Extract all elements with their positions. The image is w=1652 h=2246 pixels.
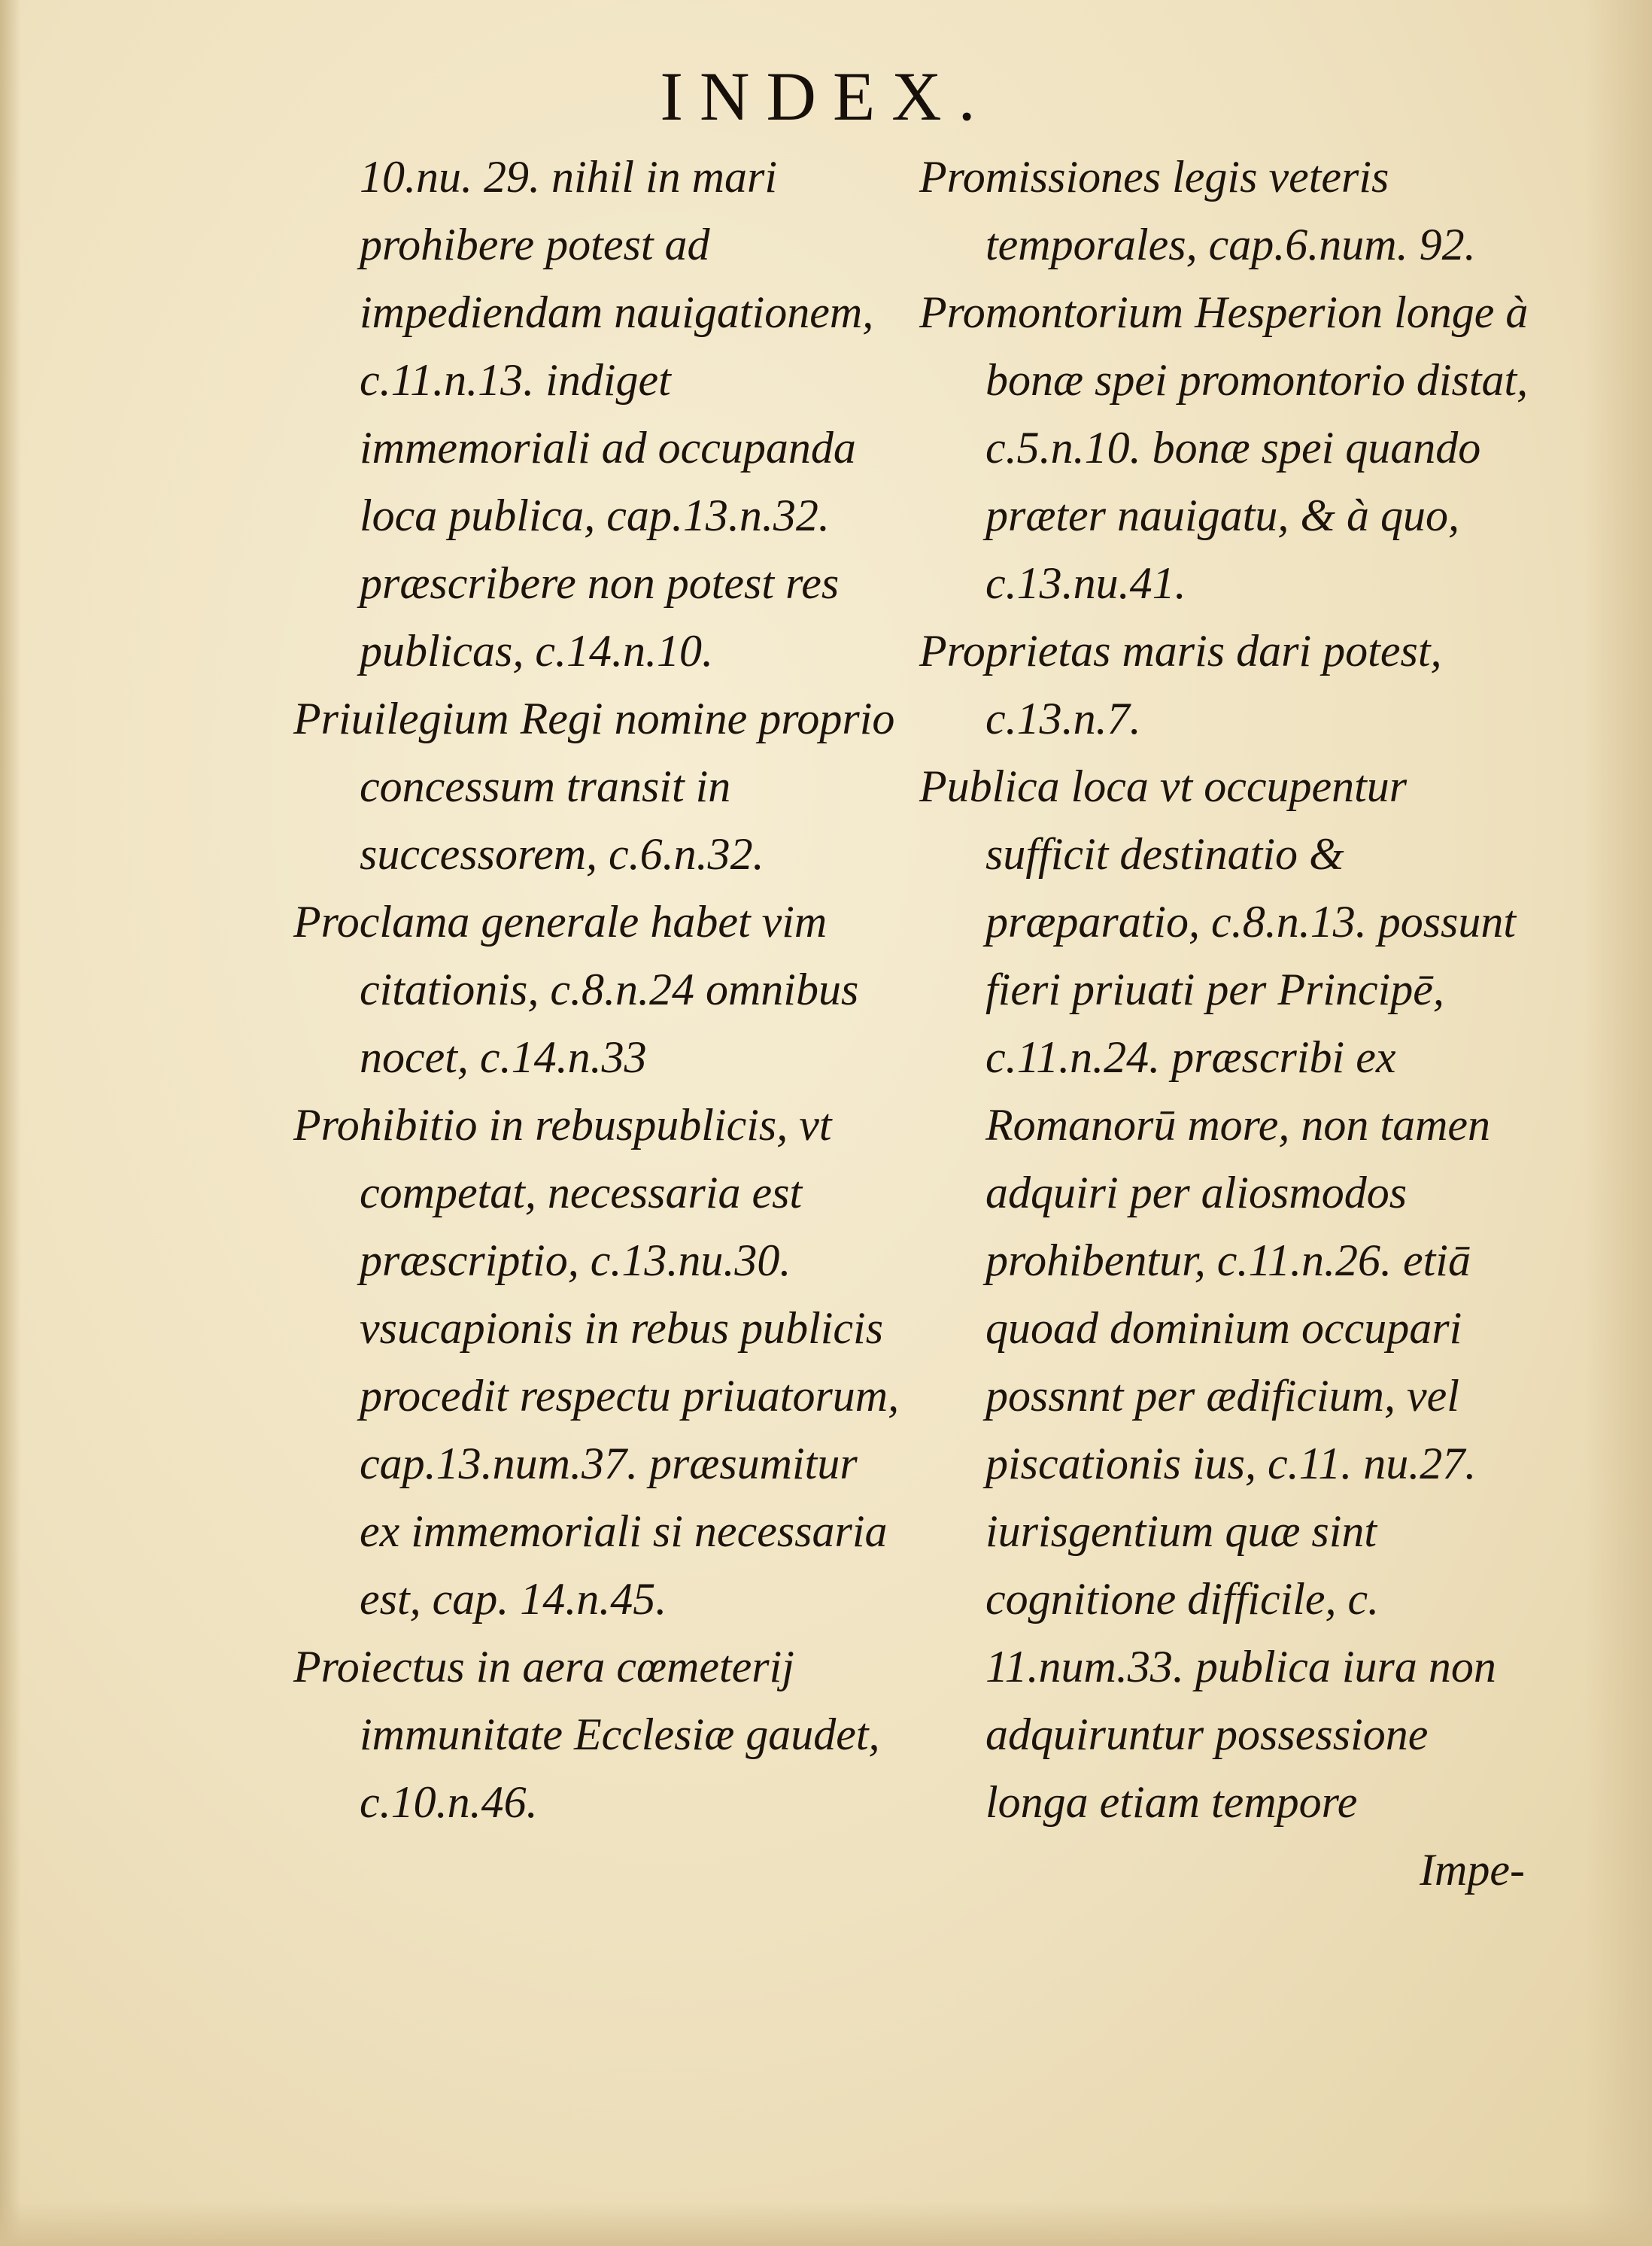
index-entry: Publica loca vt occupentur sufficit destinatio & præparatio, c.8.n.13. possunt fieri priuati per Principē, c.11.n.24. præscribi ex Romanorū more, non tamen adquiri per aliosmodos prohibentur, c.11.n.26. etiā quoad dominium occupari possnnt per ædificium, vel piscationis ius, c.11. nu.27. iurisgentium quæ sint cognitione difficile, c. 11.num.33. publica iura non adquiruntur possessione longa etiam tempore [919,761,1517,1827]
index-entry: Proprietas maris dari potest, c.13.n.7. [919,626,1442,743]
index-entry: Promontorium Hesperion longe à bonæ spei promontorio distat, c.5.n.10. bonæ spei quando præter nauigatu, & à quo, c.13.nu.41. [919,287,1529,608]
page-edge-right [1584,0,1652,2246]
index-entry: Promissiones legis veteris temporales, cap.6.num. 92. [919,152,1476,269]
index-entry: Prohibitio in rebuspublicis, vt competat, necessaria est præscriptio, c.13.nu.30. vsucapionis in rebus publicis procedit respectu priuatorum, cap.13.num.37. præsumitur ex immemoriali si necessaria est, cap. 14.n.45. [293,1100,900,1624]
left-column [293,143,903,1836]
page-title: INDEX. [660,58,992,135]
index-entry: 10.nu. 29. nihil in mari prohibere potest ad impediendam nauigationem, c.11.n.13. indiget immemoriali ad occupanda loca publica, cap.13.n.32. præscribere non potest res publicas, c.14.n.10. [360,152,874,676]
right-column [919,143,1540,1904]
index-entry: Proiectus in aera cœmeterij immunitate Ecclesiæ gaudet, c.10.n.46. [293,1642,880,1827]
index-entry: Proclama generale habet vim citationis, c.8.n.24 omnibus nocet, c.14.n.33 [293,897,859,1082]
page-edge-bottom [0,2201,1652,2246]
index-entry: Priuilegium Regi nomine proprio concessum transit in successorem, c.6.n.32. [293,694,895,879]
page-edge-left [0,0,21,2246]
catchword: Impe- [1420,1845,1525,1895]
